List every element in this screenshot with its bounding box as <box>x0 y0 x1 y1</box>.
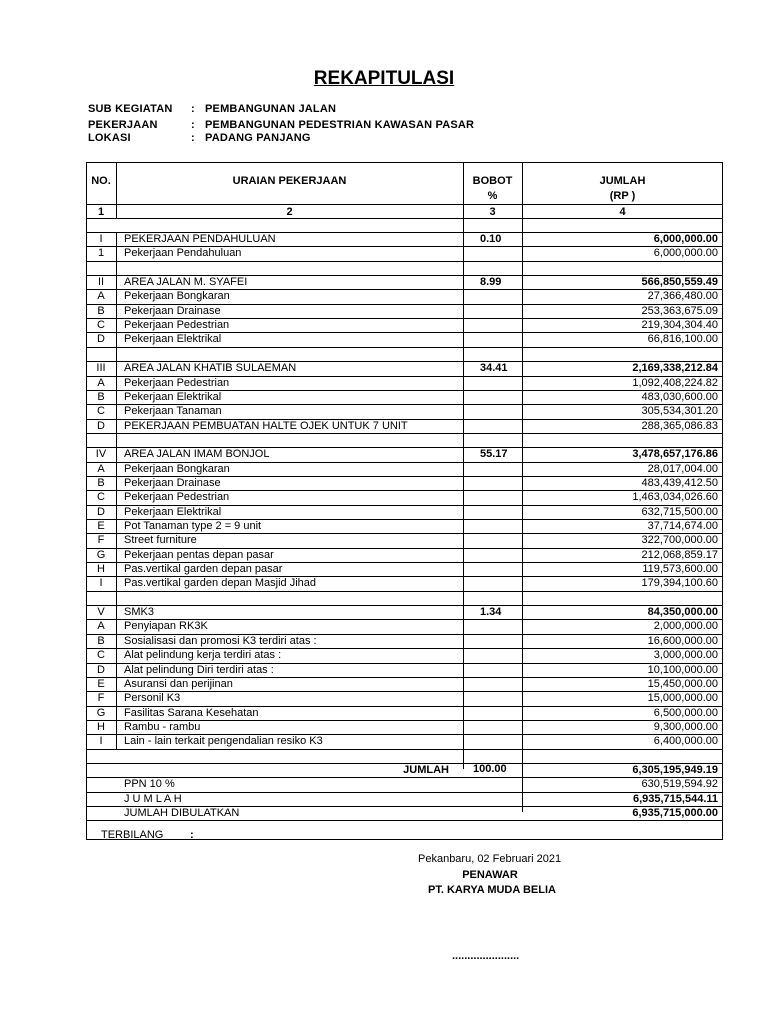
meta-value: PADANG PANJANG <box>205 132 311 144</box>
row-uraian: Pekerjaan Drainase <box>124 305 221 317</box>
ppn-label: PPN 10 % <box>124 778 175 790</box>
meta-label: LOKASI <box>88 132 131 144</box>
row-no: C <box>97 405 105 417</box>
row-no: D <box>97 506 105 518</box>
row-jumlah: 483,439,412.50 <box>641 477 718 489</box>
row-uraian: Pekerjaan Tanaman <box>124 405 222 417</box>
row-jumlah: 15,450,000.00 <box>647 678 718 690</box>
row-bobot: 0.10 <box>480 233 502 245</box>
signature-line: ...................... <box>452 950 520 962</box>
row-jumlah: 2,000,000.00 <box>653 620 718 632</box>
meta-label: PEKERJAAN <box>88 119 158 131</box>
meta-colon: : <box>191 132 195 144</box>
row-uraian: Pekerjaan Bongkaran <box>124 463 230 475</box>
row-bobot: 8.99 <box>480 276 502 288</box>
terbilang-rule <box>86 820 723 821</box>
row-uraian: Pot Tanaman type 2 = 9 unit <box>124 520 262 532</box>
row-no: 1 <box>97 247 105 259</box>
column-number: 1 <box>97 206 105 218</box>
row-no: D <box>97 333 105 345</box>
row-no: F <box>97 534 105 546</box>
meta-label: SUB KEGIATAN <box>88 103 173 115</box>
row-jumlah: 305,534,301.20 <box>641 405 718 417</box>
rounded-label: JUMLAH DIBULATKAN <box>124 807 240 819</box>
row-no: II <box>97 276 105 288</box>
row-jumlah: 6,500,000.00 <box>653 707 718 719</box>
row-uraian: AREA JALAN IMAM BONJOL <box>124 448 270 460</box>
row-no: B <box>97 305 105 317</box>
jumlah-bobot: 100.00 <box>473 763 507 775</box>
meta-colon: : <box>191 119 195 131</box>
row-jumlah: 288,365,086.83 <box>641 420 718 432</box>
row-bobot: 34.41 <box>480 362 508 374</box>
row-no: G <box>96 707 106 719</box>
row-jumlah: 6,000,000.00 <box>653 247 718 259</box>
column-number: 3 <box>489 206 496 218</box>
terbilang-label: TERBILANG <box>101 829 164 841</box>
row-bobot: 1.34 <box>480 606 502 618</box>
company-name: PT. KARYA MUDA BELIA <box>428 884 556 896</box>
row-jumlah: 566,850,559.49 <box>641 276 718 288</box>
row-no: E <box>97 678 105 690</box>
row-uraian: Alat pelindung Diri terdiri atas : <box>124 664 274 676</box>
ppn-value: 630,519,594.92 <box>641 778 718 790</box>
row-no: I <box>99 735 103 747</box>
row-uraian: Fasilitas Sarana Kesehatan <box>124 707 259 719</box>
row-no: F <box>97 692 105 704</box>
row-no: C <box>97 649 105 661</box>
document-title: REKAPITULASI <box>313 68 455 89</box>
row-uraian: Rambu - rambu <box>124 721 201 733</box>
terbilang-colon: : <box>190 829 194 841</box>
jumlah-value: 6,305,195,949.19 <box>632 764 718 776</box>
meta-value: PEMBANGUNAN JALAN <box>205 103 337 115</box>
total-value: 6,935,715,544.11 <box>632 793 718 805</box>
row-no: D <box>97 664 105 676</box>
row-no: C <box>97 491 105 503</box>
row-uraian: Pekerjaan Elektrikal <box>124 506 222 518</box>
column-number: 4 <box>619 206 626 218</box>
row-uraian: Pekerjaan Bongkaran <box>124 290 230 302</box>
row-jumlah: 253,363,675.09 <box>641 305 718 317</box>
row-no: A <box>97 463 105 475</box>
row-no: H <box>97 721 105 733</box>
row-rule <box>86 347 723 348</box>
row-rule <box>86 749 723 750</box>
row-uraian: Pas.vertikal garden depan pasar <box>124 563 283 575</box>
row-uraian: Alat pelindung kerja terdiri atas : <box>124 649 282 661</box>
header-jumlah-unit: (RP ) <box>609 190 636 202</box>
row-jumlah: 15,000,000.00 <box>647 692 718 704</box>
row-uraian: Pekerjaan Pedestrian <box>124 319 230 331</box>
row-no: A <box>97 620 105 632</box>
row-jumlah: 10,100,000.00 <box>647 664 718 676</box>
jumlah-label: JUMLAH <box>403 764 449 776</box>
row-no: G <box>96 549 106 561</box>
rounded-value: 6,935,715,000.00 <box>632 807 718 819</box>
header-bobot: BOBOT <box>472 175 513 187</box>
row-uraian: Personil K3 <box>124 692 181 704</box>
row-uraian: Pekerjaan pentas depan pasar <box>124 549 274 561</box>
row-jumlah: 322,700,000.00 <box>641 534 718 546</box>
row-no: A <box>97 377 105 389</box>
row-uraian: PEKERJAAN PENDAHULUAN <box>124 233 276 245</box>
row-jumlah: 16,600,000.00 <box>647 635 718 647</box>
no-column-rule <box>116 232 117 749</box>
meta-colon: : <box>191 103 195 115</box>
row-jumlah: 27,366,480.00 <box>647 290 718 302</box>
meta-value: PEMBANGUNAN PEDESTRIAN KAWASAN PASAR <box>205 119 475 131</box>
row-uraian: PEKERJAAN PEMBUATAN HALTE OJEK UNTUK 7 UNIT <box>124 420 408 432</box>
row-rule <box>86 591 723 592</box>
row-jumlah: 28,017,004.00 <box>647 463 718 475</box>
row-jumlah: 2,169,338,212.84 <box>632 362 718 374</box>
row-uraian: Pas.vertikal garden depan Masjid Jihad <box>124 577 317 589</box>
row-no: B <box>97 635 105 647</box>
row-uraian: Pekerjaan Elektrikal <box>124 333 222 345</box>
row-uraian: Pekerjaan Drainase <box>124 477 221 489</box>
place-date: Pekanbaru, 02 Februari 2021 <box>418 853 562 865</box>
row-jumlah: 9,300,000.00 <box>653 721 718 733</box>
header-jumlah: JUMLAH <box>599 175 646 187</box>
row-jumlah: 219,304,304.40 <box>641 319 718 331</box>
row-no: I <box>99 233 103 245</box>
header-rule <box>86 204 723 205</box>
row-jumlah: 6,400,000.00 <box>653 735 718 747</box>
row-no: B <box>97 391 105 403</box>
row-uraian: Pekerjaan Pendahuluan <box>124 247 242 259</box>
row-bobot: 55.17 <box>480 448 508 460</box>
row-no: H <box>97 563 105 575</box>
row-no: IV <box>95 448 107 460</box>
row-jumlah: 3,478,657,176.86 <box>632 448 718 460</box>
row-no: I <box>99 577 103 589</box>
row-no: III <box>96 362 106 374</box>
row-jumlah: 483,030,600.00 <box>641 391 718 403</box>
header-uraian: URAIAN PEKERJAAN <box>232 175 347 187</box>
row-uraian: Street furniture <box>124 534 197 546</box>
header-bobot-unit: % <box>487 190 498 202</box>
row-uraian: Asuransi dan perijinan <box>124 678 233 690</box>
signer-role: PENAWAR <box>462 869 518 881</box>
row-jumlah: 179,394,100.60 <box>641 577 718 589</box>
row-uraian: AREA JALAN KHATIB SULAEMAN <box>124 362 297 374</box>
row-rule <box>86 261 723 262</box>
row-uraian: SMK3 <box>124 606 154 618</box>
row-no: V <box>97 606 105 618</box>
row-no: B <box>97 477 105 489</box>
total-label: J U M L A H <box>124 793 182 805</box>
row-uraian: Sosialisasi dan promosi K3 terdiri atas : <box>124 635 317 647</box>
row-uraian: Pekerjaan Pedestrian <box>124 491 230 503</box>
row-jumlah: 84,350,000.00 <box>647 606 718 618</box>
row-jumlah: 212,068,859.17 <box>641 549 718 561</box>
row-no: D <box>97 420 105 432</box>
row-jumlah: 1,463,034,026.60 <box>632 491 718 503</box>
row-uraian: Pekerjaan Elektrikal <box>124 391 222 403</box>
row-jumlah: 1,092,408,224.82 <box>632 377 718 389</box>
row-uraian: Lain - lain terkait pengendalian resiko K3 <box>124 735 323 747</box>
row-uraian: Pekerjaan Pedestrian <box>124 377 230 389</box>
row-jumlah: 6,000,000.00 <box>653 233 718 245</box>
row-uraian: Penyiapan RK3K <box>124 620 208 632</box>
row-jumlah: 37,714,674.00 <box>647 520 718 532</box>
row-uraian: AREA JALAN M. SYAFEI <box>124 276 248 288</box>
row-rule <box>86 433 723 434</box>
column-number: 2 <box>286 206 293 218</box>
row-no: A <box>97 290 105 302</box>
row-jumlah: 119,573,600.00 <box>642 563 718 575</box>
row-no: C <box>97 319 105 331</box>
header-no: NO. <box>91 175 111 187</box>
row-jumlah: 3,000,000.00 <box>653 649 718 661</box>
row-no: E <box>97 520 105 532</box>
row-jumlah: 66,816,100.00 <box>647 333 718 345</box>
row-jumlah: 632,715,500.00 <box>641 506 718 518</box>
